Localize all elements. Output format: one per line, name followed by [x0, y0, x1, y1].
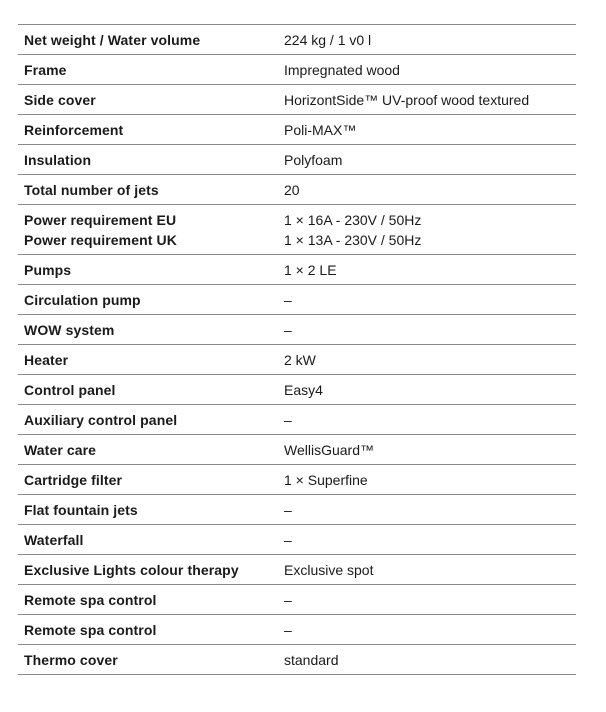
- spec-value: Poli-MAX™: [278, 115, 576, 145]
- spec-value: WellisGuard™: [278, 435, 576, 465]
- table-row: [18, 205, 576, 255]
- spec-value: –: [278, 615, 576, 645]
- spec-label: Pumps: [18, 255, 278, 285]
- spec-value: –: [278, 315, 576, 345]
- spec-label: Auxiliary control panel: [18, 405, 278, 435]
- spec-value: –: [278, 525, 576, 555]
- table-row: [18, 555, 576, 585]
- spec-value: Exclusive spot: [278, 555, 576, 585]
- table-row: [18, 175, 576, 205]
- table-row: [18, 255, 576, 285]
- spec-label: Net weight / Water volume: [18, 25, 278, 55]
- spec-label: [18, 205, 278, 255]
- table-row: [18, 115, 576, 145]
- spec-value: 224 kg / 1 v0 l: [278, 25, 576, 55]
- spec-label: Side cover: [18, 85, 278, 115]
- spec-label: Water care: [18, 435, 278, 465]
- table-row: [18, 55, 576, 85]
- spec-label: Waterfall: [18, 525, 278, 555]
- spec-value: Polyfoam: [278, 145, 576, 175]
- table-row: [18, 25, 576, 55]
- spec-value-line: 1 × 16A - 230V / 50Hz: [284, 211, 422, 228]
- spec-label: Frame: [18, 55, 278, 85]
- spec-table: [18, 24, 576, 675]
- spec-label: Thermo cover: [18, 645, 278, 675]
- table-row: [18, 585, 576, 615]
- spec-label: Total number of jets: [18, 175, 278, 205]
- spec-label-line: Power requirement EU: [24, 211, 177, 228]
- spec-value-line: 1 × 13A - 230V / 50Hz: [284, 231, 422, 248]
- table-row: [18, 85, 576, 115]
- spec-label: Heater: [18, 345, 278, 375]
- spec-label: Flat fountain jets: [18, 495, 278, 525]
- spec-label: Exclusive Lights colour therapy: [18, 555, 278, 585]
- spec-label-line: Power requirement UK: [24, 231, 177, 248]
- spec-value: 2 kW: [278, 345, 576, 375]
- spec-value: Impregnated wood: [278, 55, 576, 85]
- spec-value: –: [278, 495, 576, 525]
- spec-value: HorizontSide™ UV-proof wood textured: [278, 85, 576, 115]
- spec-label: Circulation pump: [18, 285, 278, 315]
- spec-value: 1 × Superfine: [278, 465, 576, 495]
- spec-label: Control panel: [18, 375, 278, 405]
- table-row: [18, 145, 576, 175]
- spec-label: Reinforcement: [18, 115, 278, 145]
- spec-value: –: [278, 405, 576, 435]
- spec-label: Remote spa control: [18, 585, 278, 615]
- table-row: [18, 405, 576, 435]
- spec-value: –: [278, 285, 576, 315]
- spec-value: standard: [278, 645, 576, 675]
- table-row: [18, 615, 576, 645]
- table-row: [18, 315, 576, 345]
- spec-value: –: [278, 585, 576, 615]
- table-row: [18, 645, 576, 675]
- table-row: [18, 495, 576, 525]
- spec-value: 20: [278, 175, 576, 205]
- spec-value: Easy4: [278, 375, 576, 405]
- table-row: [18, 525, 576, 555]
- table-row: [18, 345, 576, 375]
- table-row: [18, 465, 576, 495]
- table-row: [18, 375, 576, 405]
- spec-label: Insulation: [18, 145, 278, 175]
- spec-value: 1 × 2 LE: [278, 255, 576, 285]
- table-row: [18, 435, 576, 465]
- spec-label: Remote spa control: [18, 615, 278, 645]
- spec-label: WOW system: [18, 315, 278, 345]
- spec-value: [278, 205, 576, 255]
- spec-label: Cartridge filter: [18, 465, 278, 495]
- table-row: [18, 285, 576, 315]
